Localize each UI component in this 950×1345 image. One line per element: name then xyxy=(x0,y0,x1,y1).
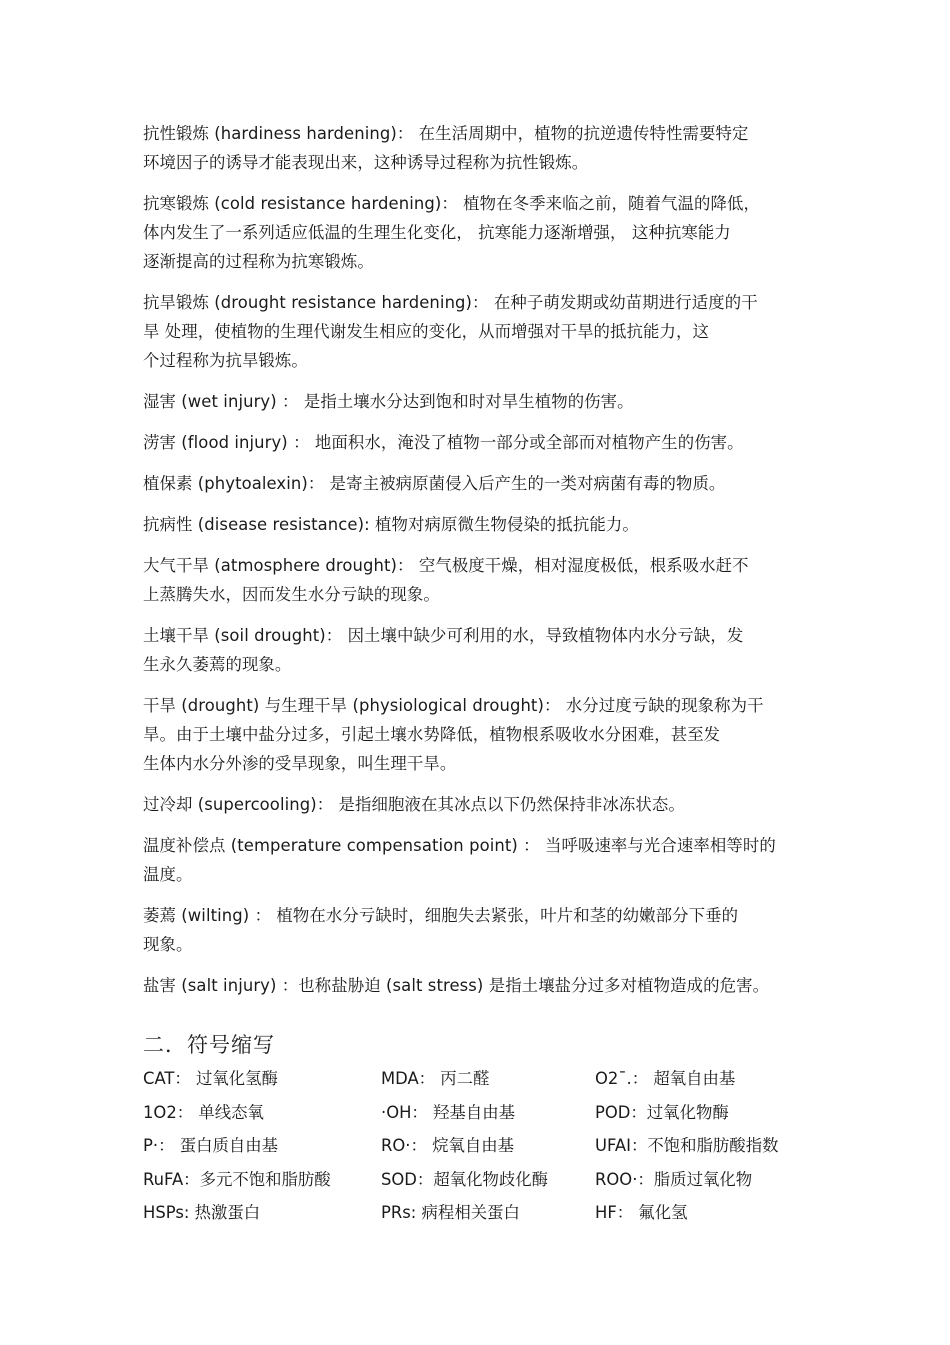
abbreviation-item: PRs: 病程相关蛋白 xyxy=(381,1203,520,1223)
section-heading: 二．符号缩写 xyxy=(143,1033,275,1057)
abbreviation-item: 1O2： 单线态氧 xyxy=(143,1102,264,1122)
definition-paragraph: 植保素 (phytoalexin)： 是寄主被病原菌侵入后产生的一类对病菌有毒的物质。 xyxy=(143,474,726,493)
abbreviation-item: RO·： 烷氧自由基 xyxy=(381,1136,515,1156)
definition-paragraph: 过冷却 (supercooling)： 是指细胞液在其冰点以下仍然保持非冰冻状态。 xyxy=(143,795,685,814)
abbreviation-item: HSPs: 热激蛋白 xyxy=(143,1203,261,1223)
abbreviation-item: HF： 氟化氢 xyxy=(595,1203,688,1223)
definition-paragraph: 湿害 (wet injury) ： 是指土壤水分达到饱和时对旱生植物的伤害。 xyxy=(143,392,634,411)
abbreviation-item: MDA： 丙二醛 xyxy=(381,1069,490,1088)
definition-paragraph: 温度补偿点 (temperature compensation point) ： 当呼吸速率与光合速率相等时的 温度。 xyxy=(143,836,776,884)
definition-paragraph: 抗性锻炼 (hardiness hardening)： 在生活周期中，植物的抗逆遗传特性需要特定 环境因子的诱导才能表现出来，这种诱导过程称为抗性锻炼。 xyxy=(143,124,749,172)
abbreviation-item: ·OH： 羟基自由基 xyxy=(381,1102,515,1122)
definition-paragraph: 抗寒锻炼 (cold resistance hardening)： 植物在冬季来临之前，随着气温的降低， 体内发生了一系列适应低温的生理生化变化， 抗寒能力逐渐增强， 这种抗寒能力 逐渐提高的过程称为抗寒锻炼。 xyxy=(143,194,760,271)
definition-paragraph: 盐害 (salt injury) ：也称盐胁迫 (salt stress) 是指土壤盐分过多对植物造成的危害。 xyxy=(143,976,770,995)
definitions-list xyxy=(143,119,813,1012)
abbreviation-item: O2ˉ.： 超氧自由基 xyxy=(595,1069,736,1088)
abbreviation-item: RuFA：多元不饱和脂肪酸 xyxy=(143,1169,331,1189)
definition-paragraph: 萎蔫 (wilting) ： 植物在水分亏缺时，细胞失去紧张，叶片和茎的幼嫩部分下垂的 现象。 xyxy=(143,906,739,954)
definition-paragraph: 大气干旱 (atmosphere drought)： 空气极度干燥，相对湿度极低，根系吸水赶不 上蒸腾失水，因而发生水分亏缺的现象。 xyxy=(143,556,749,604)
abbreviation-item: P·： 蛋白质自由基 xyxy=(143,1136,279,1156)
definition-paragraph: 干旱 (drought) 与生理干旱 (physiological drought)： 水分过度亏缺的现象称为干 旱。由于土壤中盐分过多，引起土壤水势降低，植物根系吸收水分困难，甚至发 生体内水分外渗的受旱现象，叫生理干旱。 xyxy=(143,696,764,773)
definition-paragraph: 涝害 (flood injury) ： 地面积水，淹没了植物一部分或全部而对植物产生的伤害。 xyxy=(143,433,744,452)
abbreviation-table xyxy=(143,1064,823,1232)
abbreviation-item: CAT： 过氧化氢酶 xyxy=(143,1069,278,1088)
abbreviation-item: SOD：超氧化物歧化酶 xyxy=(381,1169,549,1189)
abbreviation-item: ROO·：脂质过氧化物 xyxy=(595,1169,753,1189)
abbreviation-item: POD：过氧化物酶 xyxy=(595,1102,729,1122)
abbreviation-row xyxy=(143,1064,823,1098)
abbreviation-row xyxy=(143,1165,823,1199)
definition-paragraph: 抗病性 (disease resistance): 植物对病原微生物侵染的抵抗能力。 xyxy=(143,515,639,534)
definition-paragraph: 抗旱锻炼 (drought resistance hardening)： 在种子萌发期或幼苗期进行适度的干 旱 处理，使植物的生理代谢发生相应的变化，从而增强对干旱的抵抗能力，这 个过程称为抗旱锻炼。 xyxy=(143,293,758,370)
abbreviation-row xyxy=(143,1131,823,1165)
abbreviation-row xyxy=(143,1098,823,1132)
abbreviation-row xyxy=(143,1198,823,1232)
abbreviation-item: UFAI：不饱和脂肪酸指数 xyxy=(595,1136,779,1156)
definition-paragraph: 土壤干旱 (soil drought)： 因土壤中缺少可利用的水，导致植物体内水分亏缺，发 生永久萎蔫的现象。 xyxy=(143,626,744,674)
